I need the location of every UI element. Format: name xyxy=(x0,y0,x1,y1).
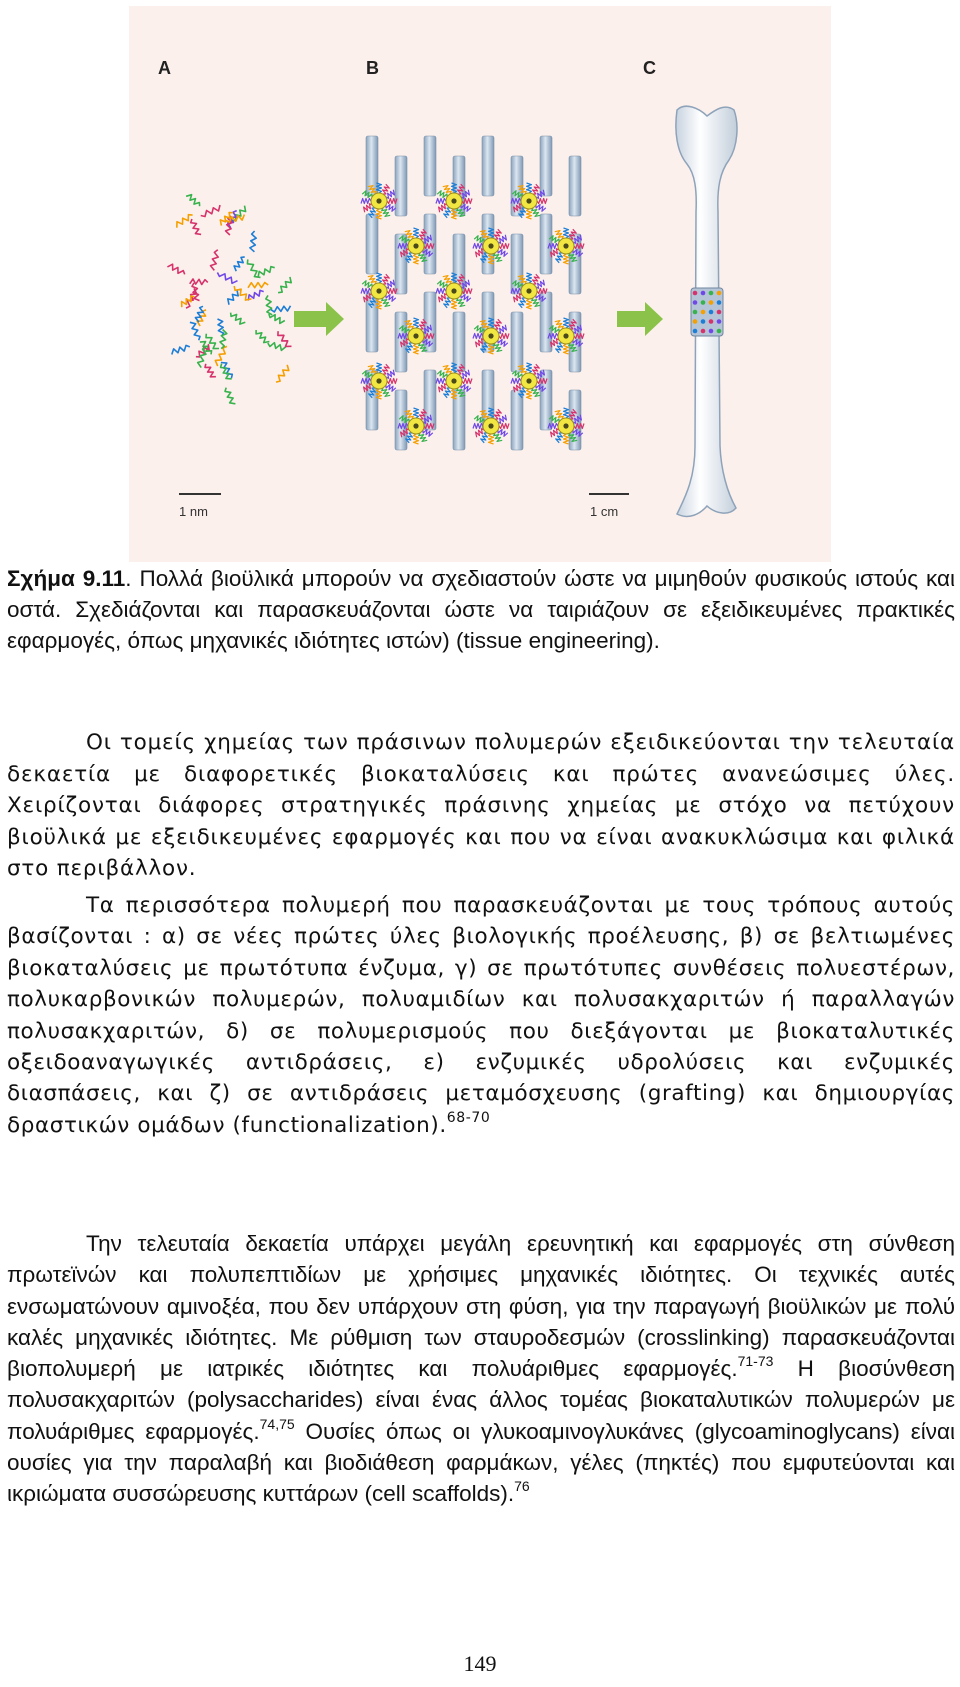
implant-cell xyxy=(717,329,722,334)
implant-cell xyxy=(701,310,706,315)
implant-cell xyxy=(701,329,706,334)
micelle-center xyxy=(376,288,381,293)
implant-cell xyxy=(709,291,714,296)
implant-cell xyxy=(701,319,706,324)
peptide-strand xyxy=(387,379,397,384)
peptide-strand xyxy=(444,388,451,398)
micelle-center xyxy=(488,243,493,248)
peptide-strand xyxy=(533,364,540,374)
peptide-strand xyxy=(564,434,569,444)
implant-cell xyxy=(693,319,698,324)
implant-cell xyxy=(701,291,706,296)
peptide-strand xyxy=(527,389,532,399)
micelle-center xyxy=(413,333,418,338)
caption-label: Σχήμα 9.11 xyxy=(7,566,126,591)
reference-74-75: 74,75 xyxy=(259,1415,295,1432)
peptide-strand xyxy=(498,250,508,257)
peptide-strand xyxy=(436,289,446,294)
implant-cell xyxy=(709,310,714,315)
micelle-center xyxy=(413,243,418,248)
panel-b-fiber-rods xyxy=(366,136,581,450)
implant-cell xyxy=(709,300,714,305)
peptide-strand xyxy=(564,408,569,418)
peptide-strand xyxy=(383,184,390,194)
peptide-strand xyxy=(167,264,184,274)
peptide-strand xyxy=(495,319,502,329)
arrow-a-to-b-icon xyxy=(294,302,344,336)
implant-cell xyxy=(709,329,714,334)
paragraph-3-text-b: Η βιοσύνθεση πολυσακχαριτών (polysaccharides) είναι ένας άλλος τομέας βιοκαταλυτικών πολυμερών με πολυάριθμες εφαρμογές. xyxy=(7,1356,955,1444)
peptide-strand xyxy=(228,290,241,305)
implant-cell xyxy=(693,291,698,296)
peptide-strand xyxy=(473,244,483,249)
micelle-node xyxy=(473,318,509,354)
peptide-strand xyxy=(499,334,509,339)
panel-label-c: C xyxy=(643,58,656,78)
reference-68-70: 68-70 xyxy=(446,1109,491,1126)
peptide-strand xyxy=(248,283,268,288)
micelle-node xyxy=(473,408,509,444)
peptide-strand xyxy=(269,314,285,323)
peptide-strand xyxy=(377,299,382,309)
peptide-strand xyxy=(519,298,526,308)
peptide-strand xyxy=(414,318,419,328)
micelle-center xyxy=(376,198,381,203)
peptide-strand xyxy=(527,209,532,219)
peptide-strand xyxy=(489,434,494,444)
peptide-strand xyxy=(172,345,190,354)
peptide-strand xyxy=(556,433,563,443)
peptide-strand xyxy=(498,340,508,347)
peptide-strand xyxy=(414,408,419,418)
peptide-strand xyxy=(414,434,419,444)
fiber-rod xyxy=(511,312,523,372)
peptide-strand xyxy=(537,199,547,204)
micelle-center xyxy=(488,423,493,428)
peptide-strand xyxy=(271,306,291,312)
fiber-rod xyxy=(424,370,436,430)
peptide-strand xyxy=(499,244,509,249)
peptide-strand xyxy=(527,273,532,283)
peptide-strand xyxy=(386,205,396,212)
micelle-center xyxy=(526,378,531,383)
micelle-node xyxy=(436,273,472,309)
implant-cell xyxy=(717,310,722,315)
peptide-strand xyxy=(377,273,382,283)
micelle-center xyxy=(563,243,568,248)
peptide-strand xyxy=(414,228,419,238)
panel-a-peptide-strands xyxy=(167,195,291,404)
peptide-strand xyxy=(386,295,396,302)
peptide-strand xyxy=(186,195,200,207)
peptide-strand xyxy=(276,365,289,382)
fiber-rod xyxy=(482,136,494,196)
micelle-center xyxy=(413,423,418,428)
figure-biomaterials xyxy=(129,6,831,562)
peptide-strand xyxy=(499,424,509,429)
peptide-strand xyxy=(437,281,447,288)
peptide-strand xyxy=(437,191,447,198)
peptide-strand xyxy=(190,322,200,340)
caption-text: . Πολλά βιοϋλικά μπορούν να σχεδιαστούν ώστε να μιμηθούν φυσικούς ιστούς και οστά. Σχεδιάζονται και παρασκευάζονται ώστε να ταιριάζουν σε εξειδικευμένες πρακτικές εφαρμογές, όπως μηχανικές ιδιότητες ιστών) (tissue engineering). xyxy=(7,566,955,654)
peptide-strand xyxy=(278,277,291,293)
paragraph-proteins xyxy=(7,1228,955,1510)
peptide-strand xyxy=(234,257,245,271)
micelle-center xyxy=(451,198,456,203)
peptide-strand xyxy=(386,385,396,392)
peptide-strand xyxy=(527,363,532,373)
peptide-strand xyxy=(225,388,235,404)
peptide-strand xyxy=(258,267,275,278)
peptide-strand xyxy=(250,231,256,252)
peptide-strand xyxy=(564,318,569,328)
fiber-rod xyxy=(366,214,378,274)
peptide-strand xyxy=(383,274,390,284)
peptide-strand xyxy=(266,295,272,314)
peptide-strand xyxy=(462,379,472,384)
peptide-strand xyxy=(556,253,563,263)
paragraph-3-text-c: Ουσίες όπως οι γλυκοαμινογλυκάνες (glycoaminoglycans) είναι ουσίες για την παραλαβή και βιοδιάθεση φαρμάκων, γέλες (πηκτές) που εμφυτεύονται και ικριώματα συσσώρευσης κυττάρων (cell scaffolds). xyxy=(7,1418,955,1507)
micelle-node xyxy=(473,228,509,264)
peptide-strand xyxy=(211,250,219,271)
micelle-center xyxy=(376,378,381,383)
reference-71-73: 71-73 xyxy=(737,1353,774,1370)
implant-cell xyxy=(693,329,698,334)
peptide-strand xyxy=(452,299,457,309)
micelle-center xyxy=(526,288,531,293)
peptide-strand xyxy=(201,205,220,216)
implant-cell xyxy=(693,300,698,305)
peptide-strand xyxy=(536,205,546,212)
peptide-strand xyxy=(533,274,540,284)
scale-label-right: 1 cm xyxy=(590,504,619,519)
peptide-strand xyxy=(436,379,446,384)
peptide-strand xyxy=(217,273,237,284)
paragraph-2-text: Τα περισσότερα πολυμερή που παρασκευάζονται με τους τρόπους αυτούς βασίζονται : α) σε νέες πρώτες ύλες βιολογικής προέλευσης, β) σε βελτιωμένες βιοκαταλύσεις με πρωτότυπα ένζυμα, γ) σε πρωτότυπες συνθέσεις πολυεστέρων, πολυκαρβονικών πολυμερών, πολυαμιδίων και πολυσακχαριτών ή παραλλαγών πολυσακχαριτών, δ) σε πολυμερισμούς που διεξάγονται με βιοκαταλυτικές οξειδοαναγωγικές αντιδράσεις, ε) ενζυμικές υδρολύσεις και ενζυμικές διασπάσεις, και ζ) σε αντιδράσεις μεταμόσχευσης (grafting) και δημιουργίας δραστικών ομάδων (functionalization). xyxy=(7,893,955,1138)
peptide-strand xyxy=(377,209,382,219)
implant-cell xyxy=(701,300,706,305)
peptide-strand xyxy=(564,344,569,354)
peptide-strand xyxy=(231,313,246,325)
peptide-strand xyxy=(481,433,488,443)
micelle-center xyxy=(526,198,531,203)
micelle-center xyxy=(451,288,456,293)
micelle-center xyxy=(563,423,568,428)
peptide-strand xyxy=(414,254,419,264)
peptide-strand xyxy=(556,343,563,353)
implant-cell xyxy=(717,319,722,324)
bone-implant-scaffold xyxy=(691,288,723,336)
peptide-strand xyxy=(221,364,232,379)
peptide-strand xyxy=(191,219,201,234)
peptide-strand xyxy=(533,184,540,194)
peptide-strand xyxy=(177,215,193,228)
peptide-strand xyxy=(473,424,483,429)
paragraph-polymer-methods xyxy=(7,890,955,1141)
reference-76: 76 xyxy=(514,1478,530,1495)
peptide-strand xyxy=(461,295,471,302)
panel-label-a: A xyxy=(158,58,171,78)
micelle-node xyxy=(436,183,472,219)
fiber-rod xyxy=(540,136,552,196)
figure-caption xyxy=(7,563,955,657)
peptide-strand xyxy=(383,364,390,374)
fiber-rod xyxy=(395,156,407,216)
peptide-strand xyxy=(527,299,532,309)
peptide-strand xyxy=(221,363,232,379)
peptide-strand xyxy=(444,208,451,218)
peptide-strand xyxy=(511,379,521,384)
arrow-b-to-c-icon xyxy=(617,302,663,336)
fiber-rod xyxy=(453,312,465,372)
peptide-strand xyxy=(437,371,447,378)
fiber-rod xyxy=(540,370,552,430)
fiber-rod xyxy=(511,390,523,450)
implant-cell xyxy=(693,310,698,315)
micelle-center xyxy=(563,333,568,338)
peptide-strand xyxy=(473,334,483,339)
micelle-center xyxy=(488,333,493,338)
peptide-strand xyxy=(537,289,547,294)
peptide-strand xyxy=(190,279,208,285)
panel-label-b: B xyxy=(366,58,379,78)
peptide-strand xyxy=(564,254,569,264)
peptide-strand xyxy=(527,183,532,193)
peptide-strand xyxy=(361,199,371,204)
micelle-center xyxy=(451,378,456,383)
peptide-strand xyxy=(495,409,502,419)
implant-cell xyxy=(709,319,714,324)
implant-cell xyxy=(717,291,722,296)
peptide-strand xyxy=(414,344,419,354)
scale-label-left: 1 nm xyxy=(179,504,208,519)
peptide-strand xyxy=(564,228,569,238)
peptide-strand xyxy=(256,330,269,343)
peptide-strand xyxy=(444,298,451,308)
peptide-strand xyxy=(362,281,372,288)
peptide-strand xyxy=(498,430,508,437)
peptide-strand xyxy=(495,229,502,239)
peptide-strand xyxy=(205,364,216,377)
implant-cell xyxy=(717,300,722,305)
paragraph-1-text: Οι τομείς χημείας των πράσινων πολυμερών εξειδικεύονται την τελευταία δεκαετία με διαφορετικές βιοκαταλύσεις και πρώτες ανανεώσιμες ύλες. Χειρίζονται διάφορες στρατηγικές πράσινης χημείας με στόχο να πετύχουν βιοϋλικά με εξειδικευμένες εφαρμογές και που να είναι ανακυκλώσιμα και φιλικά στο περιβάλλον. xyxy=(7,730,955,881)
peptide-strand xyxy=(423,430,433,437)
page-number: 149 xyxy=(463,1651,497,1676)
peptide-strand xyxy=(268,343,286,351)
fiber-rod xyxy=(569,156,581,216)
paragraph-3-text-a: Την τελευταία δεκαετία υπάρχει μεγάλη ερευνητική και εφαρμογές στη σύνθεση πρωτεϊνών και πολυπεπτιδίων με χρήσιμες μηχανικές ιδιότητες. Οι τεχνικές αυτές ενσωματώνουν αμινοξέα, που δεν υπάρχουν στη φύση, για την παραγωγή βιοϋλικών με πολύ καλές μηχανικές ιδιότητες. Με ρύθμιση των σταυροδεσμών (crosslinking) παρασκευάζονται βιοπολυμερή με ιατρικές ιδιότητες και πολυάριθμες εφαρμογές. xyxy=(7,1231,955,1382)
paragraph-green-polymers xyxy=(7,727,955,885)
fiber-rod xyxy=(424,136,436,196)
micelle-node xyxy=(436,363,472,399)
peptide-strand xyxy=(218,319,224,336)
peptide-strand xyxy=(377,389,382,399)
peptide-strand xyxy=(436,199,446,204)
